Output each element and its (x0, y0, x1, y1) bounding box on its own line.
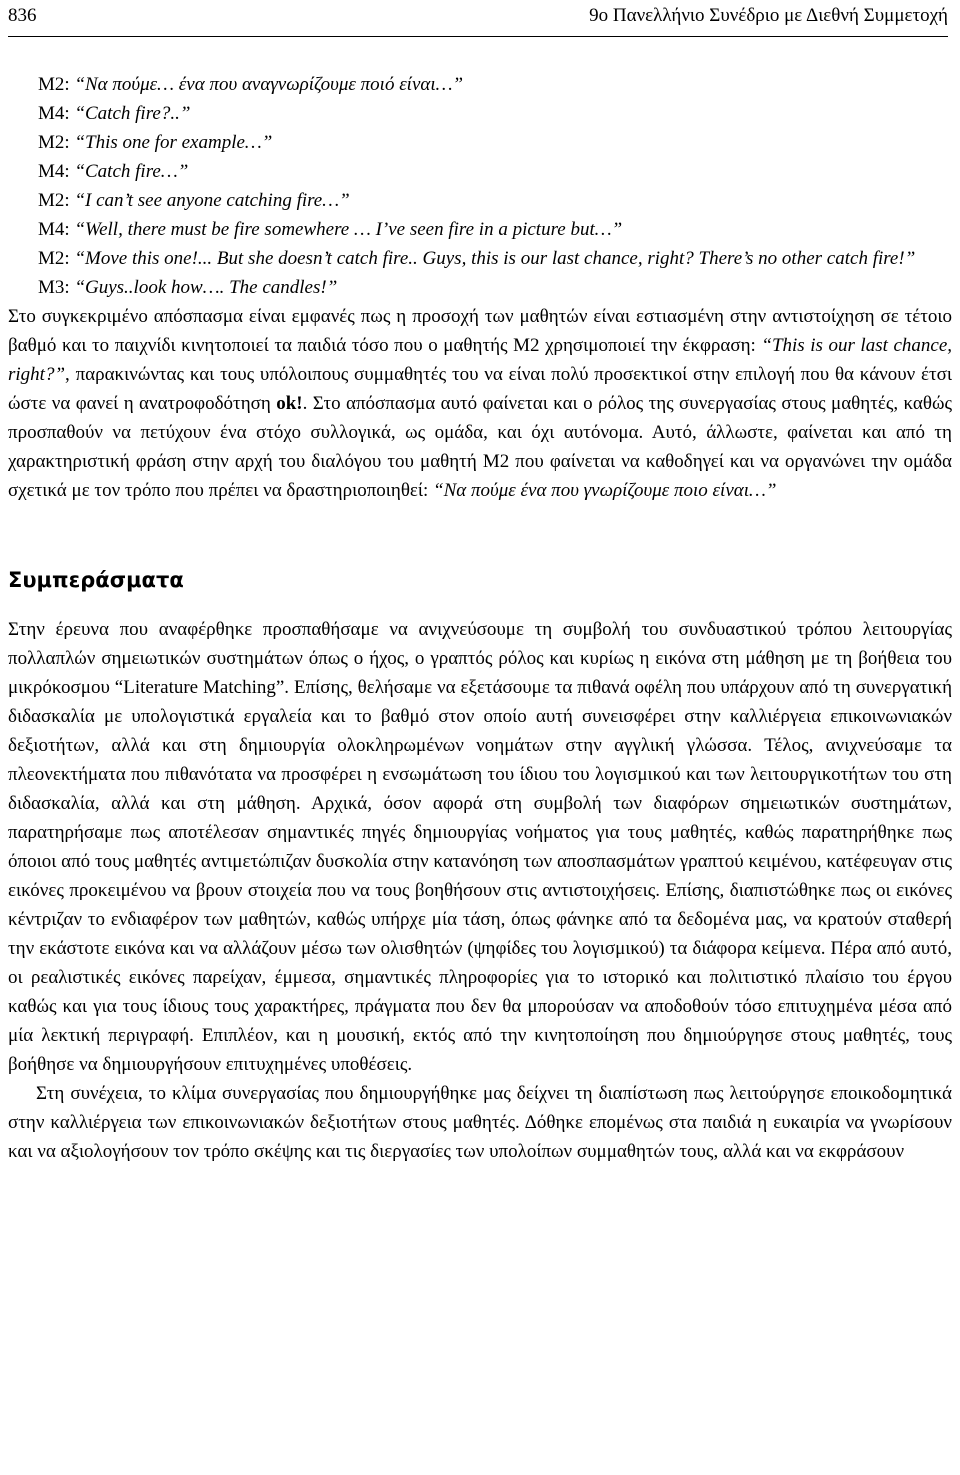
dialogue-line (8, 70, 952, 99)
page-header (8, 0, 948, 37)
dialogue-line (8, 157, 952, 186)
speaker-label: M2: (38, 248, 70, 269)
dialogue-text: “Well, there must be fire somewhere … I’ve seen fire in a picture but…” (74, 219, 623, 240)
speaker-label: M3: (38, 277, 70, 298)
analysis-quote: “Να πούμε ένα που γνωρίζουμε ποιο είναι…” (433, 480, 777, 501)
dialogue-line (8, 273, 952, 302)
speaker-label: M4: (38, 103, 70, 124)
dialogue-text: “Catch fire?..” (74, 103, 191, 124)
dialogue-text: “Guys..look how…. The candles!” (74, 277, 338, 298)
dialogue-line (8, 244, 952, 273)
dialogue-text: “Να πούμε… ένα που αναγνωρίζουμε ποιό είναι…” (74, 74, 464, 95)
page-content (8, 70, 952, 1166)
dialogue-text: “Catch fire…” (74, 161, 189, 182)
analysis-text: Στο συγκεκριμένο απόσπασμα είναι εμφανές πως η προσοχή των μαθητών είναι εστιασμένη στην αντιστοίχηση σε τέτοιο βαθμό και το παιχνίδι κινητοποιεί τα παιδιά τόσο που ο μαθητής Μ2 χρησιμοποιεί την έκφραση: (8, 306, 952, 356)
analysis-quote: “This is our last chance, right?” (8, 335, 952, 385)
dialogue-text: “I can’t see anyone catching fire…” (74, 190, 350, 211)
dialogue-line (8, 215, 952, 244)
conclusion-paragraph: Στην έρευνα που αναφέρθηκε προσπαθήσαμε να ανιχνεύσουμε τη συμβολή του συνδυαστικού τρόπου λειτουργίας πολλαπλών σημειωτικών συστημάτων όπως ο ήχος, ο γραπτός ρόλος και κυρίως η εικόνα στη μάθηση με τη βοήθεια του μικρόκοσμου “Literature Matching”. Επίσης, θελήσαμε να εξετάσουμε τα πιθανά οφέλη που υπάρχουν από τη συνεργατική διδασκαλία με υπολογιστικά εργαλεία και το βαθμό στον οποίο αυτή συνεισφέρει στην καλλιέργεια επικοινωνιακών δεξιοτήτων, αλλά και στη δημιουργία ολοκληρωμένων νοημάτων στην αγγλική γλώσσα. Τέλος, ανιχνεύσαμε τα πλεονεκτήματα που πιθανότατα να προσφέρει η ενσωμάτωση του ίδιου του λογισμικού και των λειτουργικοτήτων του στη διδασκαλία, αλλά και στη μάθηση. Αρχικά, όσον αφορά στη συμβολή των διαφόρων σημειωτικών συστημάτων, παρατηρήσαμε πως αποτέλεσαν σημαντικές πηγές δημιουργίας νοήματος για τους μαθητές, καθώς παρατηρήθηκε πως όποιοι από τους μαθητές αντιμετώπιζαν δυσκολία στην κατανόηση των αποσπασμάτων γραπτού κειμένου, κατέφευγαν στις εικόνες προκειμένου να βρουν στοιχεία που να τους βοηθήσουν στις αντιστοιχήσεις. Επίσης, διαπιστώθηκε πως οι εικόνες κέντριζαν το ενδιαφέρον των μαθητών, καθώς υπήρχε μία τάση, όπως φάνηκε από τα δεδομένα μας, να κρατούν σταθερή την εκάστοτε εικόνα και να αλλάζουν μέσω των ολισθητών (ψηφίδες του λογισμικού) τα διάφορα κείμενα. Πέρα από αυτό, οι ρεαλιστικές εικόνες παρείχαν, έμμεσα, σημαντικές πληροφορίες για το ιστορικό και πολιτιστικό πλαίσιο του έργου καθώς και για τους ίδιους τους χαρακτήρες, πράγματα που δεν θα μπορούσαν να αποδοθούν τόσο επιτυχημένα μέσα από μία λεκτική περιγραφή. Επιπλέον, και η μουσική, εκτός από την κινητοποίηση που δημιούργησε στους μαθητές, τους βοήθησε να δημιουργήσουν επιτυχημένες υποθέσεις. (8, 619, 952, 1075)
section-heading: Συμπεράσματα (8, 568, 184, 592)
speaker-label: M4: (38, 219, 70, 240)
page-number: 836 (8, 5, 37, 26)
analysis-text: , παρακινώντας και τους υπόλοιπους συμμαθητές του να είναι πολύ προσεκτικοί στην επιλογή που θα κάνουν έτσι ώστε να φανεί η ανατροφοδότηση (8, 364, 952, 414)
speaker-label: M2: (38, 190, 70, 211)
dialogue-block (8, 70, 952, 302)
analysis-paragraph (8, 302, 952, 505)
dialogue-line (8, 186, 952, 215)
speaker-label: M2: (38, 74, 70, 95)
conclusion-paragraph: Στη συνέχεια, το κλίμα συνεργασίας που δημιουργήθηκε μας δείχνει τη διαπίστωση πως λειτούργησε εποικοδομητικά στην καλλιέργεια των επικοινωνιακών δεξιοτήτων στους μαθητές. Δόθηκε επομένως στα παιδιά η ευκαιρία να γνωρίσουν και να αξιολογήσουν τον τρόπο σκέψης και τις διεργασίες των υπολοίπων συμμαθητών τους, αλλά και να εκφράσουν (8, 1083, 952, 1162)
running-title: 9ο Πανελλήνιο Συνέδριο με Διεθνή Συμμετοχή (589, 5, 948, 26)
dialogue-text: “Move this one!... But she doesn’t catch fire.. Guys, this is our last chance, right? There’s no other catch fire!” (74, 248, 916, 269)
dialogue-line (8, 128, 952, 157)
dialogue-line (8, 99, 952, 128)
speaker-label: M4: (38, 161, 70, 182)
analysis-emphasis: ok! (276, 393, 303, 414)
speaker-label: M2: (38, 132, 70, 153)
analysis-text: . Στο απόσπασμα αυτό φαίνεται και ο ρόλος της συνεργασίας στους μαθητές, καθώς προσπαθούν να πετύχουν ένα στόχο συλλογικά, ως ομάδα, και όχι αυτόνομα. Αυτό, άλλωστε, φαίνεται και από τη χαρακτηριστική φράση στην αρχή του διαλόγου του μαθητή Μ2 που φαίνεται να καθοδηγεί και να οργανώνει την ομάδα σχετικά με τον τρόπο που πρέπει να δραστηριοποιηθεί: (8, 393, 952, 501)
dialogue-text: “This one for example…” (74, 132, 273, 153)
